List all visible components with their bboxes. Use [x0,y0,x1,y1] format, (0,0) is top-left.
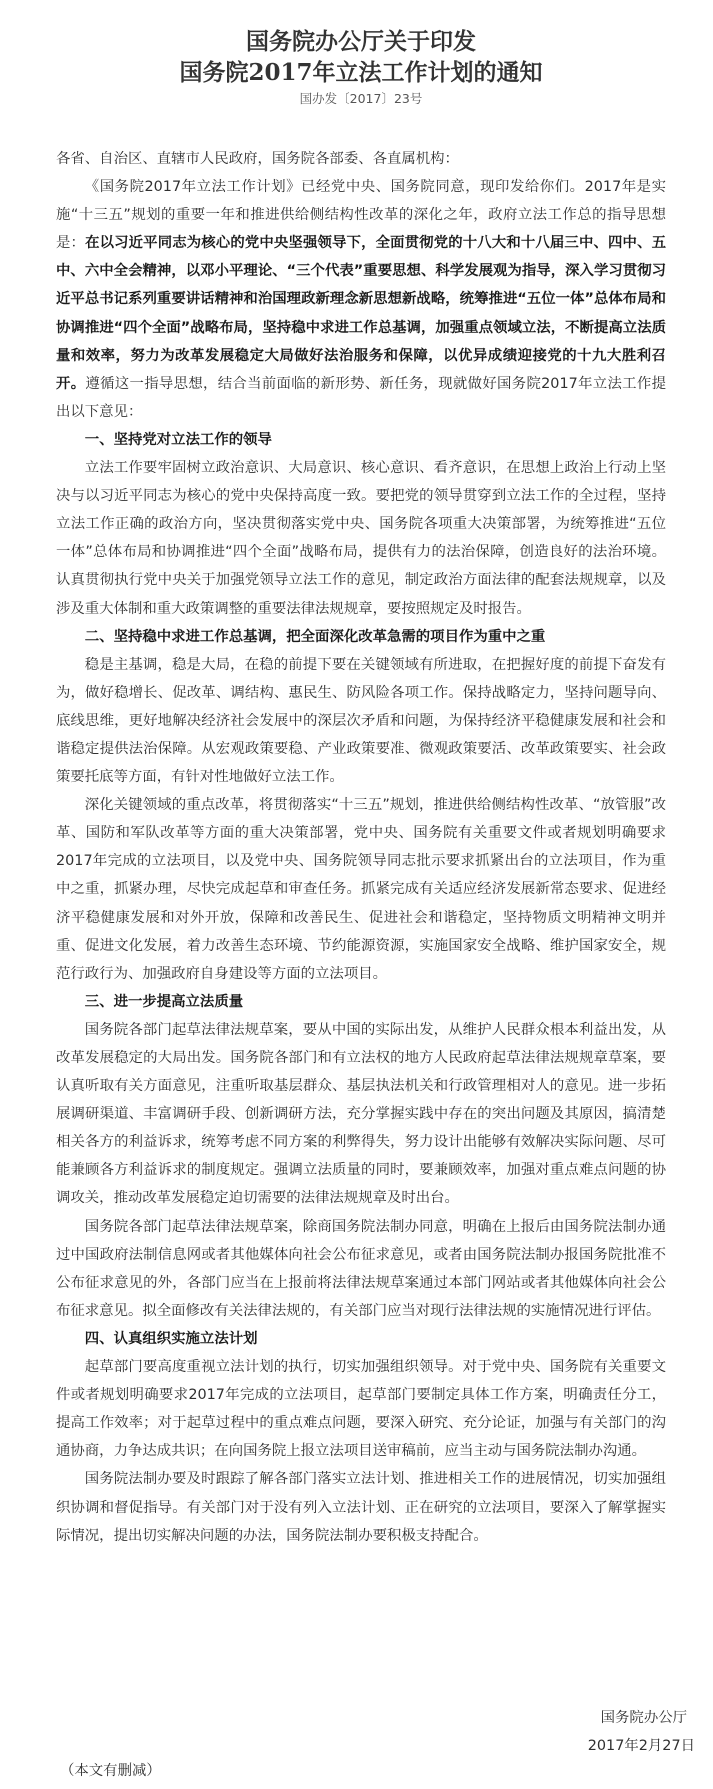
intro-paragraph [56,173,666,426]
intro-part-1: 《国务院2017年立法工作计划》已经党中央、国务院同意，现印发给你们。2017年是实施“十三五”规划的重要一年和推进供给侧结构性改革的深化之年，政府立法工作总的指导思想是： [56,179,666,252]
section-1-paragraph-1: 立法工作要牢固树立政治意识、大局意识、核心意识、看齐意识，在思想上政治上行动上坚决与以习近平同志为核心的党中央保持高度一致。要把党的领导贯穿到立法工作的全过程，坚持立法工作正确的政治方向，坚决贯彻落实党中央、国务院各项重大决策部署，为统筹推进“五位一体”总体布局和协调推进“四个全面”战略布局，提供有力的法治保障，创造良好的法治环境。认真贯彻执行党中央关于加强党领导立法工作的意见，制定政治方面法律的配套法规规章，以及涉及重大体制和重大政策调整的重要法律法规规章，要按照规定及时报告。 [56,460,666,617]
section-4-heading: 四、认真组织实施立法计划 [84,1330,258,1347]
signature-date: 2017年2月27日 [587,1738,695,1754]
signature-organization: 国务院办公厅 [600,1710,687,1726]
title-line-1: 国务院办公厅关于印发 [246,28,476,55]
section-1-heading: 一、坚持党对立法工作的领导 [84,431,272,448]
document-number: 国办发〔2017〕23号 [299,91,423,106]
title-line-2: 国务院2017年立法工作计划的通知 [179,59,543,86]
section-3-paragraph-1: 国务院各部门起草法律法规草案，要从中国的实际出发，从维护人民群众根本利益出发，从改革发展稳定的大局出发。国务院各部门和有立法权的地方人民政府起草法律法规规章草案，要认真听取有关方面意见，注重听取基层群众、基层执法机关和行政管理相对人的意见。进一步拓展调研渠道、丰富调研手段、创新调研方法，充分掌握实践中存在的突出问题及其原因，搞清楚相关各方的利益诉求，统筹考虑不同方案的利弊得失，努力设计出能够有效解决实际问题、尽可能兼顾各方利益诉求的制度规定。强调立法质量的同时，要兼顾效率，加强对重点难点问题的协调攻关，推动改革发展稳定迫切需要的法律法规规章及时出台。 [56,1021,666,1207]
section-2-paragraph-1: 稳是主基调，稳是大局，在稳的前提下要在关键领域有所进取，在把握好度的前提下奋发有为，做好稳增长、促改革、调结构、惠民生、防风险各项工作。保持战略定力，坚持问题导向、底线思维，更好地解决经济社会发展中的深层次矛盾和问题，为保持经济平稳健康发展和社会和谐稳定提供法治保障。从宏观政策要稳、产业政策要准、微观政策要活、改革政策要实、社会政策要托底等方面，有针对性地做好立法工作。 [56,656,666,786]
section-2-heading: 二、坚持稳中求进工作总基调，把全面深化改革急需的项目作为重中之重 [84,628,546,645]
section-3-heading: 三、进一步提高立法质量 [84,993,244,1010]
salutation: 各省、自治区、直辖市人民政府，国务院各部委、各直属机构： [56,151,459,167]
document [56,0,666,1550]
document-body [56,145,666,1550]
document-title [56,26,666,88]
abridgement-note: （本文有删减） [60,1763,161,1779]
section-2-paragraph-2: 深化关键领域的重点改革，将贯彻落实“十三五”规划，推进供给侧结构性改革、“放管服”改革、国防和军队改革等方面的重大决策部署，党中央、国务院有关重要文件或者规划明确要求2017年完成的立法项目，以及党中央、国务院领导同志批示要求抓紧出台的立法项目，作为重中之重，抓紧办理，尽快完成起草和审查任务。抓紧完成有关适应经济发展新常态要求、促进经济平稳健康发展和对外开放，保障和改善民生、促进社会和谐稳定，坚持物质文明精神文明并重、促进文化发展，着力改善生态环境、节约能源资源，实施国家安全战略、维护国家安全，规范行政行为、加强政府自身建设等方面的立法项目。 [56,797,666,982]
guiding-principle: 在以习近平同志为核心的党中央坚强领导下，全面贯彻党的十八大和十八届三中、四中、五中、六中全会精神，以邓小平理论、“三个代表”重要思想、科学发展观为指导，深入学习贯彻习近平总书记系列重要讲话精神和治国理政新理念新思想新战略，统筹推进“五位一体”总体布局和协调推进“四个全面”战略布局，坚持稳中求进工作总基调，加强重点领域立法，不断提高立法质量和效率，努力为改革发展稳定大局做好法治服务和保障，以优异成绩迎接党的十九大胜利召开。 [56,235,666,392]
intro-part-2: 遵循这一指导思想，结合当前面临的新形势、新任务，现就做好国务院2017年立法工作提出以下意见： [56,375,666,420]
section-4-paragraph-1: 起草部门要高度重视立法计划的执行，切实加强组织领导。对于党中央、国务院有关重要文件或者规划明确要求2017年完成的立法项目，起草部门要制定具体工作方案，明确责任分工，提高工作效率；对于起草过程中的重点难点问题，要深入研究、充分论证，加强与有关部门的沟通协商，力争达成共识；在向国务院上报立法项目送审稿前，应当主动与国务院法制办沟通。 [56,1359,666,1460]
section-4-paragraph-2: 国务院法制办要及时跟踪了解各部门落实立法计划、推进相关工作的进展情况，切实加强组织协调和督促指导。有关部门对于没有列入立法计划、正在研究的立法项目，要深入了解掌握实际情况，提出切实解决问题的办法，国务院法制办要积极支持配合。 [56,1471,666,1544]
section-3-paragraph-2: 国务院各部门起草法律法规草案，除商国务院法制办同意，明确在上报后由国务院法制办通过中国政府法制信息网或者其他媒体向社会公布征求意见，或者由国务院法制办报国务院批准不公布征求意见的外，各部门应当在上报前将法律法规草案通过本部门网站或者其他媒体向社会公布征求意见。拟全面修改有关法律法规的，有关部门应当对现行法律法规的实施情况进行评估。 [56,1218,666,1319]
